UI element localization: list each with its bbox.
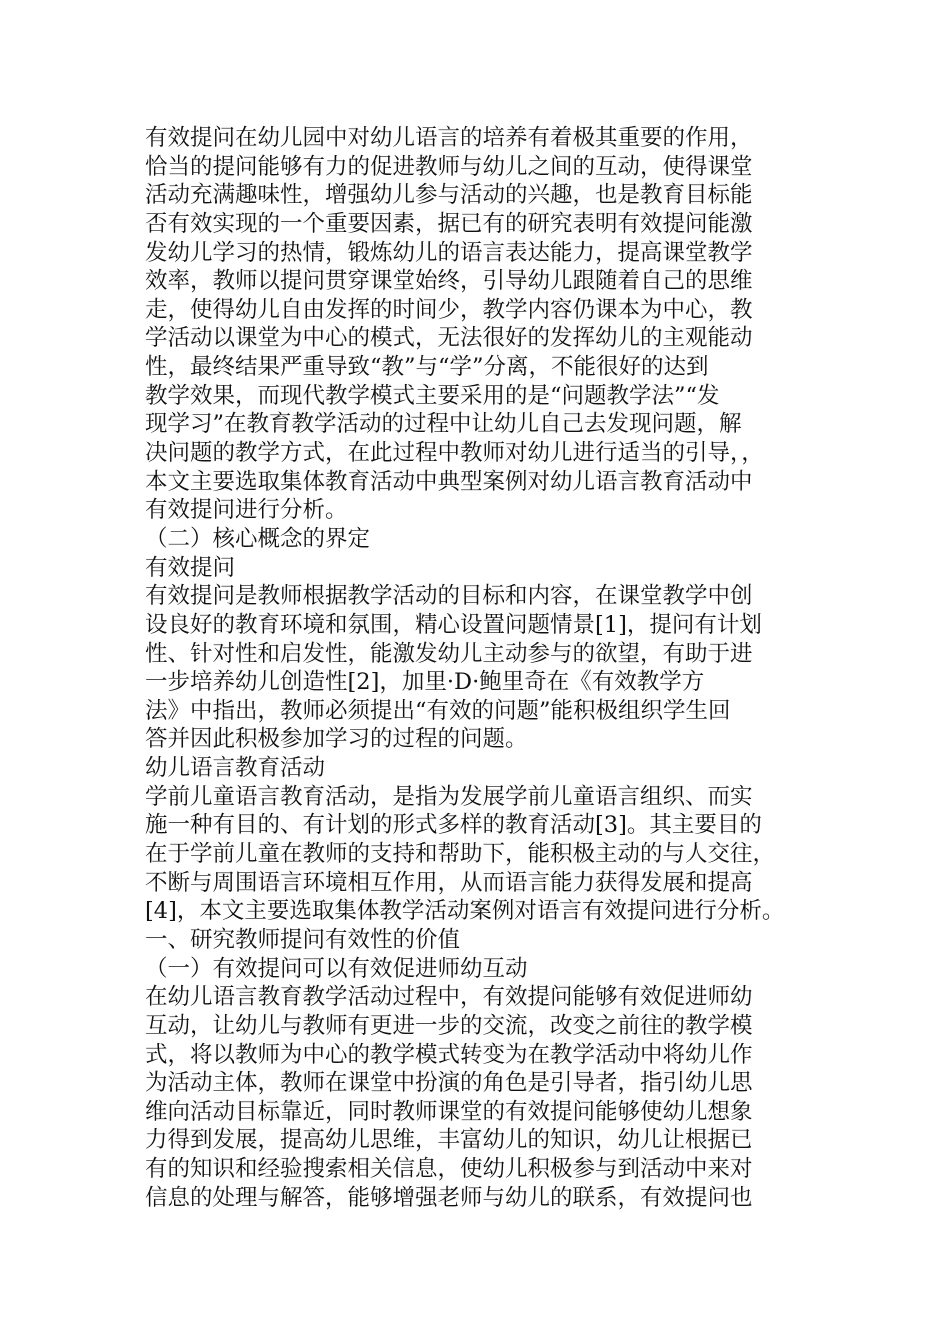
text-line: 有效提问进行分析。: [145, 497, 348, 524]
text-line: 在于学前儿童在教师的支持和帮助下，能积极主动的与人交往，: [145, 841, 776, 868]
text-line: 走，使得幼儿自由发挥的时间少，教学内容仍课本为中心，教: [145, 296, 753, 323]
text-line: 学前儿童语言教育活动，是指为发展学前儿童语言组织、而实: [145, 783, 753, 810]
text-line: 有的知识和经验搜索相关信息，使幼儿积极参与到活动中来对: [145, 1156, 753, 1183]
document-page: [145, 124, 825, 1212]
text-line: 不断与周围语言环境相互作用，从而语言能力获得发展和提高: [145, 869, 753, 896]
text-line: [4]，本文主要选取集体教学活动案例对语言有效提问进行分析。: [145, 898, 785, 925]
text-line: 力得到发展，提高幼儿思维，丰富幼儿的知识，幼儿让根据已: [145, 1127, 753, 1154]
text-line: 发幼儿学习的热情，锻炼幼儿的语言表达能力，提高课堂教学: [145, 239, 753, 266]
language-education-paragraph: [145, 783, 825, 926]
text-line: 为活动主体，教师在课堂中扮演的角色是引导者，指引幼儿思: [145, 1070, 753, 1097]
text-line: 式，将以教师为中心的教学模式转变为在教学活动中将幼儿作: [145, 1041, 753, 1068]
text-line: 在幼儿语言教育教学活动过程中，有效提问能够有效促进师幼: [145, 984, 753, 1011]
text-line: 性，最终结果严重导致“教”与“学”分离，不能很好的达到: [145, 354, 709, 381]
text-line: 一步培养幼儿创造性[2]，加里·D·鲍里奇在《有效教学方: [145, 669, 705, 696]
text-line: 恰当的提问能够有力的促进教师与幼儿之间的互动，使得课堂: [145, 153, 753, 180]
subsection-heading-interaction: （一）有效提问可以有效促进师幼互动: [145, 955, 528, 982]
effective-questioning-paragraph: [145, 582, 825, 754]
text-line: 学活动以课堂为中心的模式，无法很好的发挥幼儿的主观能动: [145, 325, 753, 352]
term-heading-effective-questioning: 有效提问: [145, 554, 236, 581]
text-line: 法》中指出，教师必须提出“有效的问题”能积极组织学生回: [145, 697, 731, 724]
text-line: 效率，教师以提问贯穿课堂始终，引导幼儿跟随着自己的思维: [145, 268, 753, 295]
text-line: 性、针对性和启发性，能激发幼儿主动参与的欲望，有助于进: [145, 640, 753, 667]
intro-paragraph: [145, 124, 825, 525]
text-line: 答并因此积极参加学习的过程的问题。: [145, 726, 528, 753]
text-line: 施一种有目的、有计划的形式多样的教育活动[3]。其主要目的: [145, 812, 762, 839]
section-heading-value: 一、研究教师提问有效性的价值: [145, 926, 461, 953]
text-line: 有效提问在幼儿园中对幼儿语言的培养有着极其重要的作用，: [145, 125, 753, 151]
text-line: 设良好的教育环境和氛围，精心设置问题情景[1]，提问有计划: [145, 611, 762, 638]
section-heading-core-concepts: （二）核心概念的界定: [145, 525, 371, 552]
text-line: 本文主要选取集体教育活动中典型案例对幼儿语言教育活动中: [145, 468, 753, 495]
text-line: 维向活动目标靠近，同时教师课堂的有效提问能够使幼儿想象: [145, 1098, 753, 1125]
text-line: 否有效实现的一个重要因素，据已有的研究表明有效提问能激: [145, 210, 753, 237]
text-line: 决问题的教学方式，在此过程中教师对幼儿进行适当的引导，，: [145, 440, 764, 467]
text-line: 有效提问是教师根据教学活动的目标和内容，在课堂教学中创: [145, 583, 753, 610]
text-line: 信息的处理与解答，能够增强老师与幼儿的联系，有效提问也: [145, 1184, 753, 1211]
term-heading-language-education: 幼儿语言教育活动: [145, 755, 326, 782]
text-line: 活动充满趣味性，增强幼儿参与活动的兴趣，也是教育目标能: [145, 182, 753, 209]
text-line: 教学效果，而现代教学模式主要采用的是“问题教学法”“发: [145, 382, 720, 409]
text-line: 现学习”在教育教学活动的过程中让幼儿自己去发现问题，解: [145, 411, 742, 438]
interaction-paragraph: [145, 983, 825, 1212]
text-line: 互动，让幼儿与教师有更进一步的交流，改变之前往的教学模: [145, 1012, 753, 1039]
